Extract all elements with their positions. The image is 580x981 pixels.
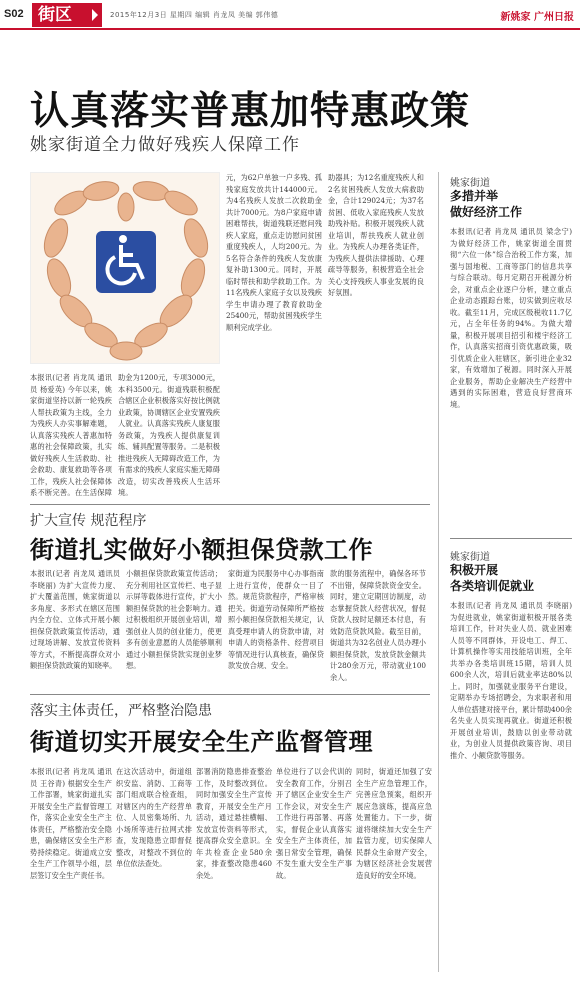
story3-column-1: 本报讯(记者 肖龙凤 通讯员 王谷青) 根据安全生产工作部署，姚家街道扎实开展安全生产监督管理工作，落实企业安全生产主体责任，严格整治安全隐患，确保辖区安全生产形势持续稳定。街道成立安全生产工作领导小组，层层签订安全生产责任书。 — [30, 767, 112, 880]
story3-kicker: 落实主体责任，严格整治隐患 — [30, 703, 212, 719]
lead-subhead: 姚家街道全力做好残疾人保障工作 — [30, 135, 300, 155]
story2-column-1: 本报讯(记者 肖龙凤 通讯员 李晓丽) 为扩大宣传力度、扩大覆盖范围，姚家街道以多角度、多形式在辖区范围内全方位、立体式开展小额担保贷款政策宣传活动，通过现场讲解、发放宣传资料等方式，不断提高群众对小额担保贷款政策的知晓率。 — [30, 569, 120, 670]
masthead — [0, 0, 580, 30]
side2-body: 本报讯(记者 肖龙凤 通讯员 李晓丽) 为促进就业，姚家街道积极开展各类培训工作，针对失业人员、就业困难人员等不同群体，开设电工、焊工、计算机操作等实用技能培训班，全年共举办各类培训班15期，培训人员600余人次，培训后就业率达80%以上。同时，加强就业服务平台建设，定期举办专场招聘会，为求职者和用人单位搭建对接平台，累计帮助400余名失业人员实现再就业。街道还积极开展创业培训，鼓励以创业带动就业，为创业人员提供政策咨询、项目推介、小额贷款等服务。 — [450, 601, 572, 760]
side2-kicker: 姚家街道 — [450, 552, 490, 563]
story3-column-5: 同时，街道还加强了安全生产应急管理工作，完善应急预案，组织开展应急演练，提高应急处置能力。下一步，街道将继续加大安全生产监管力度，切实保障人民群众生命财产安全，为辖区经济社会发展营造良好的安全环境。 — [356, 767, 432, 880]
column-divider — [438, 172, 439, 972]
story3-headline: 街道切实开展安全生产监督管理 — [30, 728, 373, 756]
play-arrow-icon — [92, 9, 98, 21]
story2-column-2: 小额担保贷款政策宣传活动；充分利用社区宣传栏、电子显示屏等载体进行宣传，扩大小额担保贷款的社会影响力。通过积极组织开展创业培训，增强创业人员的创业能力，使更多有创业意愿的人员能够顺利通过小额担保贷款实现创业梦想。 — [126, 569, 222, 670]
side-divider — [450, 538, 572, 539]
story3-top-rule — [30, 694, 430, 695]
lead-headline: 认真落实普惠加特惠政策 — [30, 89, 471, 134]
lead-column-2: 元，为62户单独一户多残、孤残家庭发放共计144000元。为4名残疾人发放二次救助金共计7000元。为8户家庭申请困难帮扶，街道残联还慰问残疾人家庭，重点走访慰问贫困重度残疾人，人均200元。为5名符合条件的残疾人发放康复补助1300元。同时，开展临时帮扶和助学救助工作。为11名残疾人家庭子女以及残疾学生申请办理了教育救助金25400元，帮助贫困残疾学生顺利完成学业。 — [226, 173, 322, 332]
section-label: 街区 — [38, 5, 72, 25]
story2-column-4: 款的服务流程中，确保各环节不出错，保障贷款资金安全。同时，建立定期回访制度，动态掌握贷款人经营状况，督促贷款人按时足额还本付息，有效防范贷款风险。截至目前，街道共为32名创业人员办理小额担保贷款，发放贷款金额共计280余万元，带动就业100余人。 — [330, 569, 426, 682]
page-number: S02 — [4, 8, 24, 20]
lead-column-3: 助金为1200元，专项3000元，本科3500元。街道残联积极配合辖区企业积极落实好按比例就业政策，协调辖区企业安置残疾人就业。认真落实残疾人康复服务政策，为残疾人提供康复训练、辅具配置等服务。二是积极推进残疾人无障碍改造工作，为有需求的残疾人家庭实施无障碍改造，切实改善残疾人生活环境。 — [118, 373, 220, 496]
story2-kicker: 扩大宣传 规范程序 — [30, 513, 147, 529]
hands-heart-photo — [30, 172, 220, 364]
story3-column-3: 部署消防隐患排查整治工作，及时整改到位。同时加强安全生产宣传教育，开展安全生产月活动，通过悬挂横幅、发放宣传资料等形式，提高群众安全意识。全年共检查企业580余家，排查整改隐患460余处。 — [196, 767, 272, 880]
side2-title: 积极开展 各类培训促就业 — [450, 563, 535, 593]
story2-column-3: 家街道为民服务中心办事指南上进行宣传，使群众一目了然。规范贷款程序，严格审核把关。街道劳动保障所严格按照小额担保贷款相关规定，认真受理申请人的贷款申请，对申请人的资格条件、经营项目等情况进行认真核查，确保贷款发放合规、安全。 — [228, 569, 324, 670]
story3-column-4: 单位进行了以会代训的安全教育工作，分别召开了辖区企业安全生产工作会议，对安全生产工作进行再部署、再落实，督促企业认真落实安全生产主体责任，加强日常安全管理，确保不发生重大安全生产事故。 — [276, 767, 352, 880]
side1-title: 多措并举 做好经济工作 — [450, 189, 523, 219]
story2-top-rule — [30, 504, 430, 505]
brand-logo: 新姚家 广州日报 — [500, 12, 574, 23]
story2-headline: 街道扎实做好小额担保贷款工作 — [30, 536, 373, 564]
dateline: 2015年12月3日 星期四 编辑 肖龙凤 美编 郭伟德 — [110, 11, 279, 19]
section-tag — [32, 3, 102, 27]
story3-column-2: 在这次活动中，街道组织安监、消防、工商等部门组成联合检查组，对辖区内的生产经营单位、人员密集场所、九小场所等进行拉网式排查，发现隐患立即督促整改，对整改不到位的单位依法查处。 — [116, 767, 192, 868]
side1-body: 本报讯(记者 肖龙凤 通讯员 梁念宁) 为做好经济工作，姚家街道全面贯彻“六位一体”综合治税工作方案，加强与国地税、工商等部门的信息共享与综合联动。每月定期召开税源分析会，对重点企业逐户分析，建立重点企业动态跟踪台账，切实做到应收尽收。截至11月，完成区级税收11.7亿元，占全年任务的94%。为做大增量，积极开展项目招引和楼宇经济工作，认真落实招商引资优惠政策，吸引优质企业入驻辖区，新引进企业32家，有效增加了税源。同时深入开展企业服务，帮助企业解决生产经营中遇到的实际困难，营造良好营商环境。 — [450, 227, 572, 409]
lead-column-1: 本报讯(记者 肖龙凤 通讯员 杨爱英) 今年以来，姚家街道坚持以新一轮残疾人帮扶政策为主线，全力为残疾人办实事解难题，认真落实残疾人普惠加特惠的社会保障政策，扎实做好残疾人生活救助、社会救助、康复救助等各项工作，残疾人社会保障体系不断完善。在生活保障 — [30, 373, 112, 496]
side1-kicker: 姚家街道 — [450, 178, 490, 189]
hands-heart-illustration — [31, 173, 220, 364]
lead-column-4: 助器具；为12名重度残疾人和2名贫困残疾人发放大病救助金，合计129024元；为37名贫困、低收入家庭残疾人发放助残补贴。积极开展残疾人就业培训，帮扶残疾人就业创业。为残疾人办理各类证件，为残疾人提供法律援助、心理疏导等服务，积极营造全社会关心支持残疾人事业发展的良好氛围。 — [328, 173, 424, 297]
